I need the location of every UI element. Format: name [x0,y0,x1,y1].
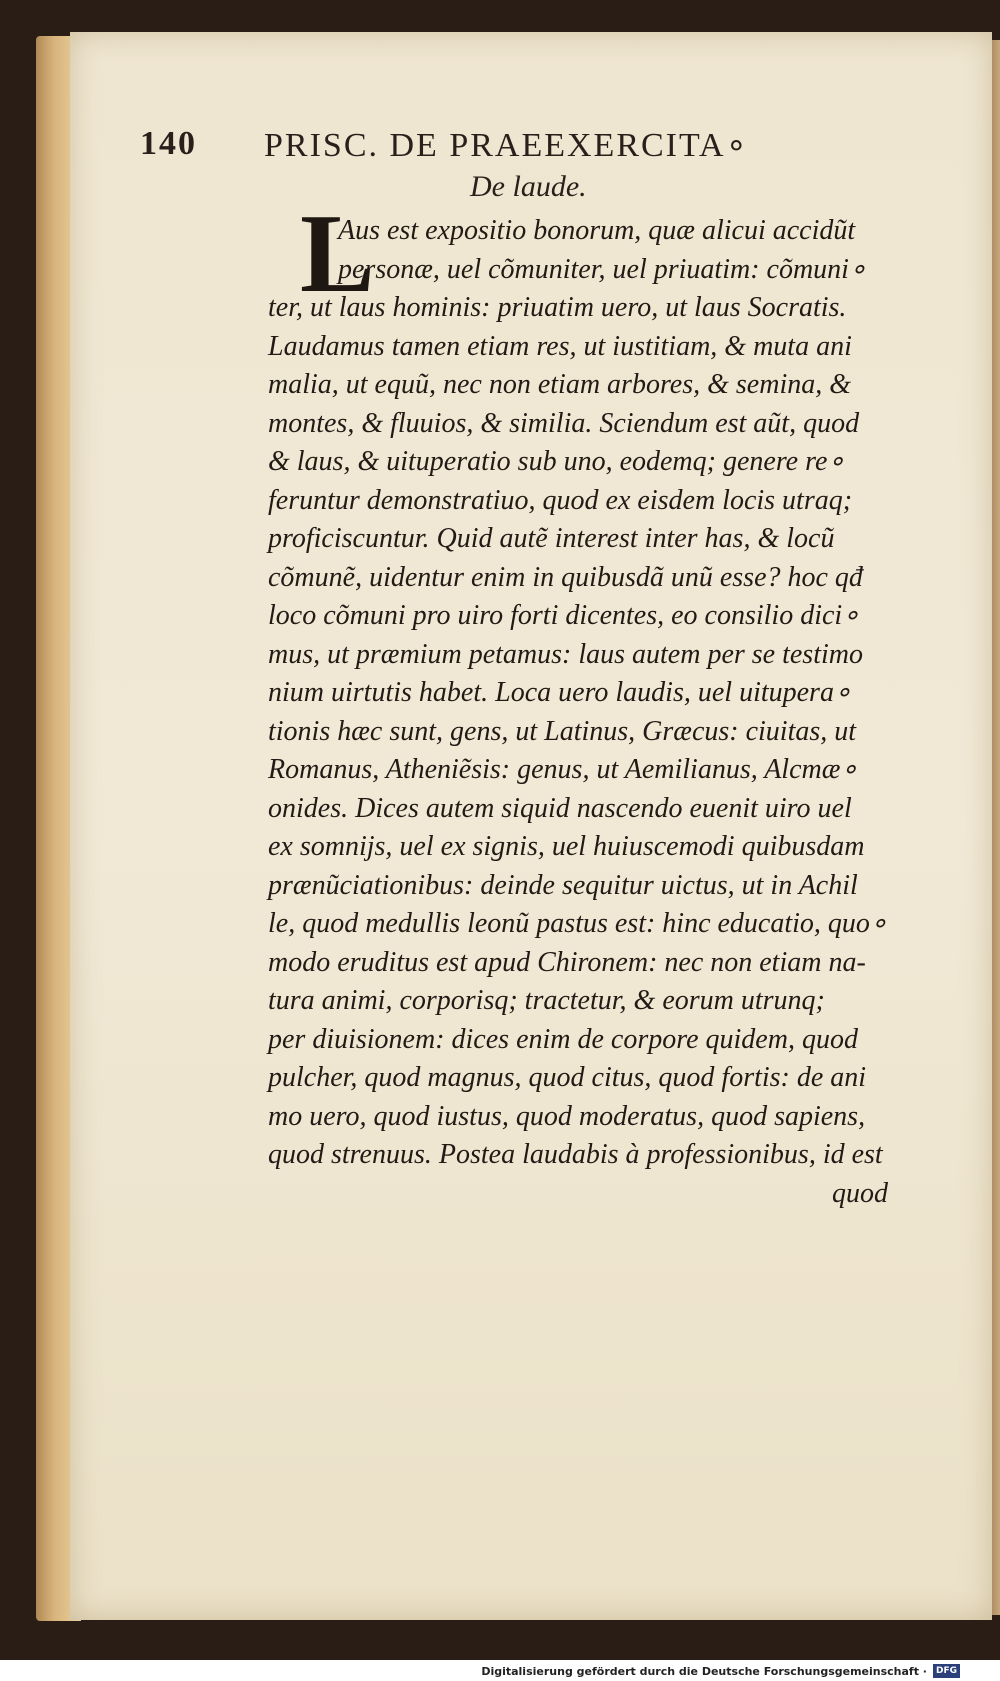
text-line: proficiscuntur. Quid autẽ interest inter has, & locũ [268,523,835,554]
running-head [140,125,900,175]
text-line: mus, ut præmium petamus: laus autem per se testimo [268,638,863,670]
text-line: cõmunẽ, uidentur enim in quibusdã unũ esse? hoc qđ [268,561,863,593]
section-title: De laude. [470,170,587,203]
text-line: ex somnijs, uel ex signis, uel huiuscemodi quibusdam [268,831,865,862]
text-line: Laudamus tamen etiam res, ut iustitiam, & muta ani [268,330,852,362]
text-line: tionis hæc sunt, gens, ut Latinus, Græcus: ciuitas, ut [268,715,857,747]
credit-text: Digitalisierung gefördert durch die Deutsche Forschungsgemeinschaft · [481,1664,927,1678]
catchword: quod [832,1177,888,1209]
text-line: onides. Dices autem siquid nascendo euenit uiro uel [268,792,852,824]
text-line: malia, ut equũ, nec non etiam arbores, & semina, & [268,369,852,400]
text-line: pulcher, quod magnus, quod citus, quod fortis: de ani [268,1062,867,1093]
text-line: nium uirtutis habet. Loca uero laudis, uel uitupera∘ [268,677,852,708]
text-line: & laus, & uituperatio sub uno, eodemq; genere re∘ [268,446,845,477]
text-line: prænũciationibus: deinde sequitur uictus, ut in Achil [268,869,858,901]
text-line: mo uero, quod iustus, quod moderatus, quod sapiens, [268,1100,866,1132]
digitization-credit [481,1662,960,1680]
text-line: per diuisionem: dices enim de corpore quidem, quod [268,1023,858,1055]
running-title: PRISC. DE PRAEEXERCITA∘ [264,127,749,164]
text-line: feruntur demonstratiuo, quod ex eisdem locis utraq; [268,484,853,516]
text-line: tura animi, corporisq; tractetur, & eorum utrunq; [268,985,825,1016]
text-line: quod strenuus. Postea laudabis à professionibus, id est [268,1139,883,1170]
text-line: Aus est expositio bonorum, quæ alicui accidũt [338,215,856,246]
text-line: le, quod medullis leonũ pastus est: hinc educatio, quo∘ [268,908,888,939]
text-line: ter, ut laus hominis: priuatim uero, ut laus Socratis. [268,292,847,323]
text-line: personæ, uel cõmuniter, uel priuatim: cõmuni∘ [338,253,867,285]
text-line: modo eruditus est apud Chironem: nec non etiam na- [268,946,866,978]
body-text [268,212,918,1213]
text-line: Romanus, Atheniẽsis: genus, ut Aemilianus, Alcmæ∘ [268,754,858,785]
text-line: montes, & fluuios, & similia. Sciendum est aũt, quod [268,407,860,439]
dfg-logo: DFG [933,1664,960,1678]
page-number: 140 [140,125,197,162]
drop-cap: L [300,192,375,316]
text-line: loco cõmuni pro uiro forti dicentes, eo consilio dici∘ [268,600,860,631]
